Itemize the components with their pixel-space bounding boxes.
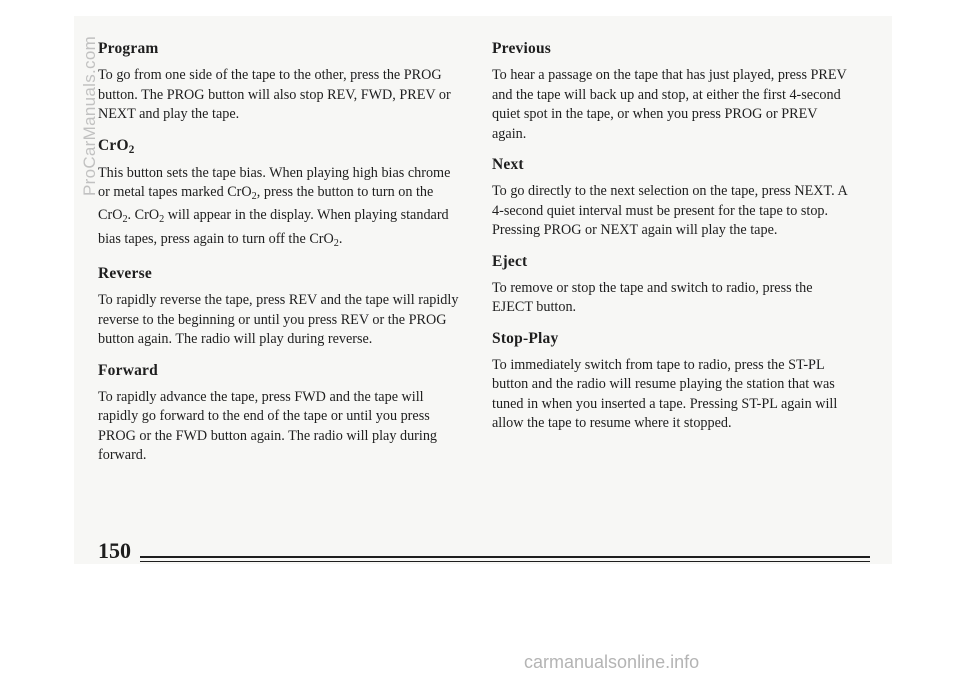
stop-play-body: To immediately switch from tape to radio, press the ST-PL button and the radio will resume playing the station that was tuned in when you inserted a tape. Pressing ST-PL again will allow the tape to resume where it stopped.	[492, 356, 838, 431]
previous-body: To hear a passage on the tape that has just played, press PREV and the tape will back up and stop, at either the first 4-second quiet spot in the tape, or when you press PROG or PREV again.	[492, 67, 847, 142]
forward-heading: Forward	[98, 361, 158, 379]
section-program	[98, 40, 460, 125]
section-next	[492, 156, 854, 241]
footer-rule-thin	[140, 561, 870, 562]
page-number: 150	[98, 538, 131, 563]
cro2-body-part-4: will appear in the display. When playing standard bias tapes, press again to turn off the CrO	[98, 207, 449, 247]
section-reverse	[98, 265, 460, 350]
cro2-body-part-2: , press the button to turn on the CrO	[98, 184, 434, 224]
eject-heading: Eject	[492, 252, 528, 270]
reverse-body: To rapidly reverse the tape, press REV and the tape will rapidly reverse to the beginning or until you press REV or the PROG button again. The radio will play during reverse.	[98, 292, 459, 348]
section-forward	[98, 362, 460, 466]
cro2-heading-sub: 2	[128, 143, 135, 156]
cro2-sub-1: 2	[251, 190, 257, 202]
stop-play-heading: Stop-Play	[492, 329, 559, 347]
bottom-watermark: carmanualsonline.info	[524, 652, 700, 672]
cro2-sub-4: 2	[333, 237, 339, 249]
program-body: To go from one side of the tape to the other, press the PROG button. The PROG button will also stop REV, FWD, PREV or NEXT and play the tape.	[98, 67, 451, 122]
right-column	[492, 40, 854, 446]
cro2-sub-3: 2	[159, 214, 165, 226]
forward-body: To rapidly advance the tape, press FWD and the tape will rapidly go forward to the end of the tape or until you press PROG or the FWD button again. The radio will play during forward.	[98, 388, 438, 464]
side-watermark: ProCarManuals.com	[80, 35, 99, 196]
section-cro2	[98, 137, 460, 254]
cro2-heading-main: CrO	[98, 136, 129, 154]
manual-page	[74, 16, 892, 564]
cro2-body-part-1: This button sets the tape bias. When playing high bias chrome or metal tapes marked CrO	[98, 164, 451, 201]
reverse-heading: Reverse	[98, 265, 152, 283]
footer-rule	[140, 556, 870, 558]
previous-heading: Previous	[492, 40, 552, 57]
next-heading: Next	[492, 156, 524, 173]
program-heading: Program	[98, 40, 159, 57]
eject-body: To remove or stop the tape and switch to radio, press the EJECT button.	[492, 279, 813, 315]
cro2-sub-2: 2	[122, 214, 128, 226]
section-stop-play	[492, 330, 854, 434]
cro2-body-part-5: .	[338, 230, 343, 247]
cro2-heading	[98, 137, 460, 156]
cro2-body-part-3: . CrO	[127, 207, 160, 224]
section-eject	[492, 253, 854, 318]
left-column	[98, 40, 460, 478]
cro2-body	[98, 164, 460, 254]
section-previous	[492, 40, 854, 144]
next-body: To go directly to the next selection on the tape, press NEXT. A 4-second quiet interval must be present for the tape to stop. Pressing PROG or NEXT again will play the tape.	[492, 183, 847, 238]
